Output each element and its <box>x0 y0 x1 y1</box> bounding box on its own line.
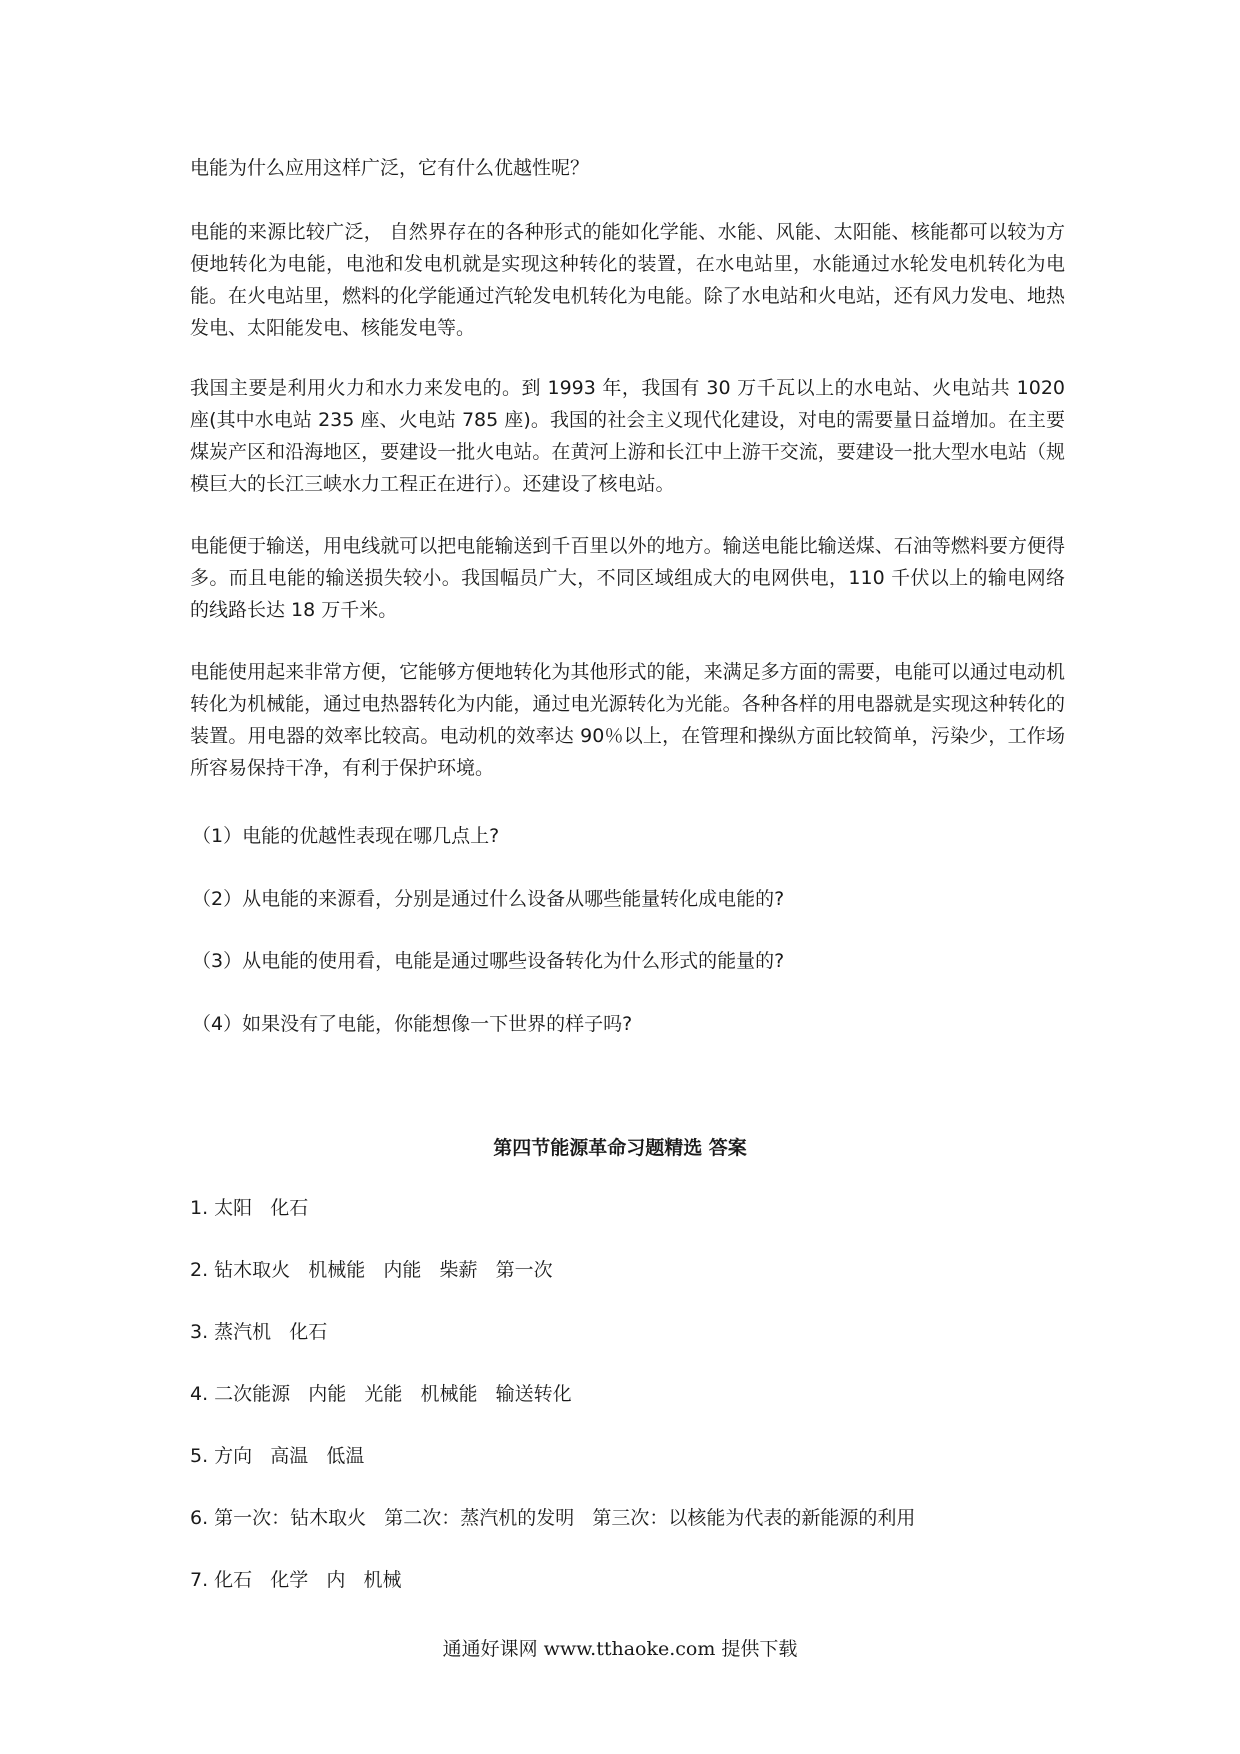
answer-2: 2. 钻木取火 机械能 内能 柴薪 第一次 <box>190 1259 553 1281</box>
intro-question: 电能为什么应用这样广泛，它有什么优越性呢？ <box>190 157 590 179</box>
answer-3: 3. 蒸汽机 化石 <box>190 1321 328 1343</box>
paragraph-transmission: 电能便于输送，用电线就可以把电能输送到千百里以外的地方。输送电能比输送煤、石油等燃料要方便得多。而且电能的输送损失较小。我国幅员广大，不同区域组成大的电网供电，110 千伏以上的输电网络的线路长达 18 万千米。 <box>190 535 1065 621</box>
question-4: （4）如果没有了电能，你能想像一下世界的样子吗? <box>192 1013 633 1035</box>
question-3: （3）从电能的使用看，电能是通过哪些设备转化为什么形式的能量的? <box>192 950 785 972</box>
paragraph-usage: 电能使用起来非常方便，它能够方便地转化为其他形式的能，来满足多方面的需要，电能可以通过电动机转化为机械能，通过电热器转化为内能，通过电光源转化为光能。各种各样的用电器就是实现这种转化的装置。用电器的效率比较高。电动机的效率达 90％以上，在管理和操纵方面比较简单，污染少，工作场所容易保持干净，有利于保护环境。 <box>190 661 1065 779</box>
question-1: （1）电能的优越性表现在哪几点上? <box>192 825 500 847</box>
answer-5: 5. 方向 高温 低温 <box>190 1445 365 1467</box>
section-title: 第四节能源革命习题精选 答案 <box>493 1137 747 1159</box>
page-footer: 通通好课网 www.tthaoke.com 提供下载 <box>442 1638 798 1660</box>
answer-6: 6. 第一次：钻木取火 第二次：蒸汽机的发明 第三次：以核能为代表的新能源的利用 <box>190 1507 916 1529</box>
answer-1: 1. 太阳 化石 <box>190 1197 309 1219</box>
answer-4: 4. 二次能源 内能 光能 机械能 输送转化 <box>190 1383 572 1405</box>
question-2: （2）从电能的来源看，分别是通过什么设备从哪些能量转化成电能的? <box>192 888 785 910</box>
paragraph-china-power: 我国主要是利用火力和水力来发电的。到 1993 年，我国有 30 万千瓦以上的水电站、火电站共 1020 座(其中水电站 235 座、火电站 785 座)。我国的社会主义现代化建设，对电的需要量日益增加。在主要煤炭产区和沿海地区，要建设一批火电站。在黄河上游和长江中上游干交流，要建设一批大型水电站（规模巨大的长江三峡水力工程正在进行）。还建设了核电站。 <box>190 377 1065 495</box>
paragraph-energy-sources: 电能的来源比较广泛， 自然界存在的各种形式的能如化学能、水能、风能、太阳能、核能都可以较为方便地转化为电能，电池和发电机就是实现这种转化的装置，在水电站里，水能通过水轮发电机转化为电能。在火电站里，燃料的化学能通过汽轮发电机转化为电能。除了水电站和火电站，还有风力发电、地热发电、太阳能发电、核能发电等。 <box>190 221 1065 339</box>
answer-7: 7. 化石 化学 内 机械 <box>190 1569 402 1591</box>
